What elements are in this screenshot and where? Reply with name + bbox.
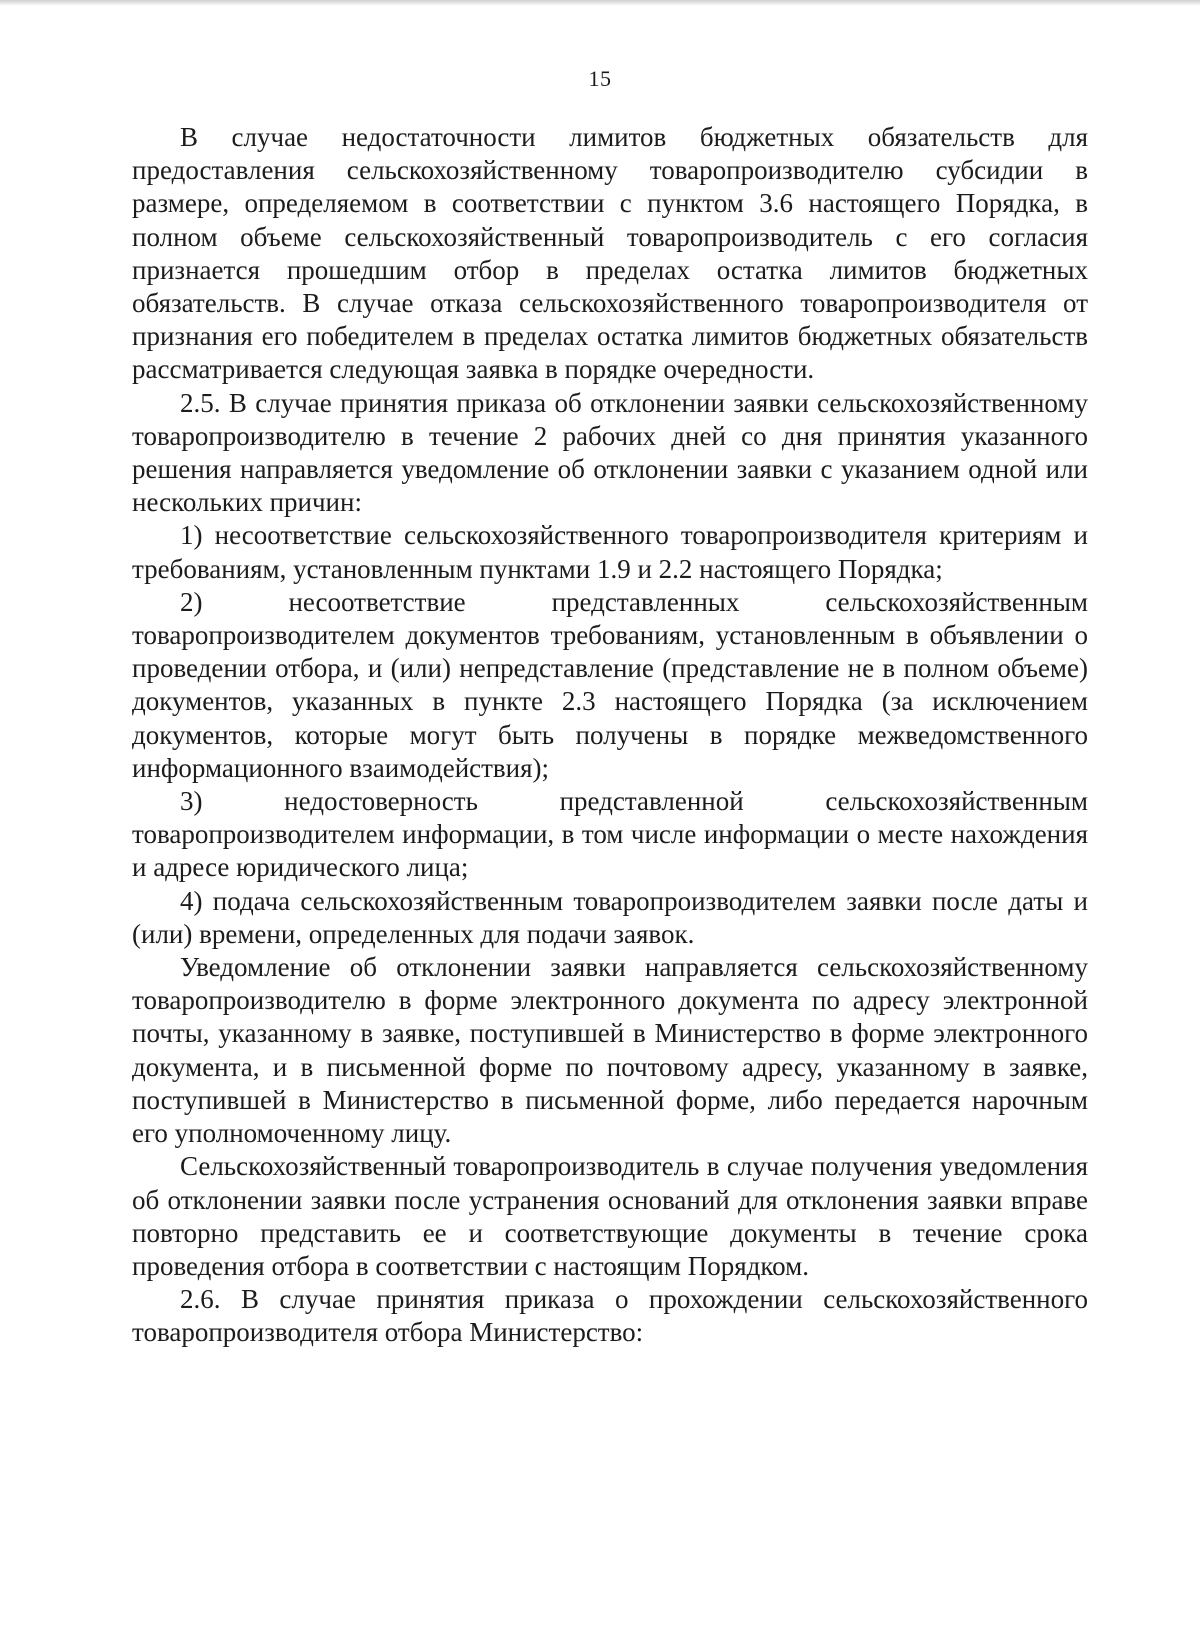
- paragraph-notification: Уведомление об отклонении заявки направляется сельскохозяйственному товаропроизводителю в форме электронного документа по адресу электронной почты, указанному в заявке, поступившей в Министерство в форме электронного документа, и в письменной форме по почтовому адресу, указанному в заявке, поступившей в Министерство в письменной форме, либо передается нарочным его уполномоченному лицу.: [132, 952, 1088, 1149]
- rejection-reason-2: 2) несоответствие представленных сельскохозяйственным товаропроизводителем документов требованиям, установленным в объявлении о проведении отбора, и (или) непредставление (представление не в полном объеме) документов, указанных в пункте 2.3 настоящего Порядка (за исключением документов, которые могут быть получены в порядке межведомственного информационного взаимодействия);: [132, 586, 1088, 783]
- paragraph-2-5-rejection: 2.5. В случае принятия приказа об отклонении заявки сельскохозяйственному товаропроизводителю в течение 2 рабочих дней со дня принятия указанного решения направляется уведомление об отклонении заявки с указанием одной или нескольких причин:: [132, 387, 1088, 518]
- paragraph-2-6: 2.6. В случае принятия приказа о прохождении сельскохозяйственного товаропроизводителя отбора Министерство:: [132, 1284, 1088, 1348]
- rejection-reason-1: 1) несоответствие сельскохозяйственного товаропроизводителя критериям и требованиям, установленным пунктами 1.9 и 2.2 настоящего Порядка;: [132, 520, 1088, 584]
- page-number: 15: [588, 66, 612, 91]
- paragraph-budget-limits: В случае недостаточности лимитов бюджетных обязательств для предоставления сельскохозяйственному товаропроизводителю субсидии в размере, определяемом в соответствии с пунктом 3.6 настоящего Порядка, в полном объеме сельскохозяйственный товаропроизводитель с его согласия признается прошедшим отбор в пределах остатка лимитов бюджетных обязательств. В случае отказа сельскохозяйственного товаропроизводителя от признания его победителем в пределах остатка лимитов бюджетных обязательств рассматривается следующая заявка в порядке очередности.: [132, 122, 1088, 385]
- paragraph-resubmission: Сельскохозяйственный товаропроизводитель в случае получения уведомления об отклонении заявки после устранения оснований для отклонения заявки вправе повторно представить ее и соответствующие документы в течение срока проведения отбора в соответствии с настоящим Порядком.: [132, 1151, 1088, 1281]
- document-body: [132, 121, 1088, 1350]
- rejection-reason-3: 3) недостоверность представленной сельскохозяйственным товаропроизводителем информации, в том числе информации о месте нахождения и адресе юридического лица;: [132, 786, 1088, 883]
- rejection-reason-4: 4) подача сельскохозяйственным товаропроизводителем заявки после даты и (или) времени, определенных для подачи заявок.: [132, 885, 1088, 949]
- scan-top-edge: [0, 0, 1200, 6]
